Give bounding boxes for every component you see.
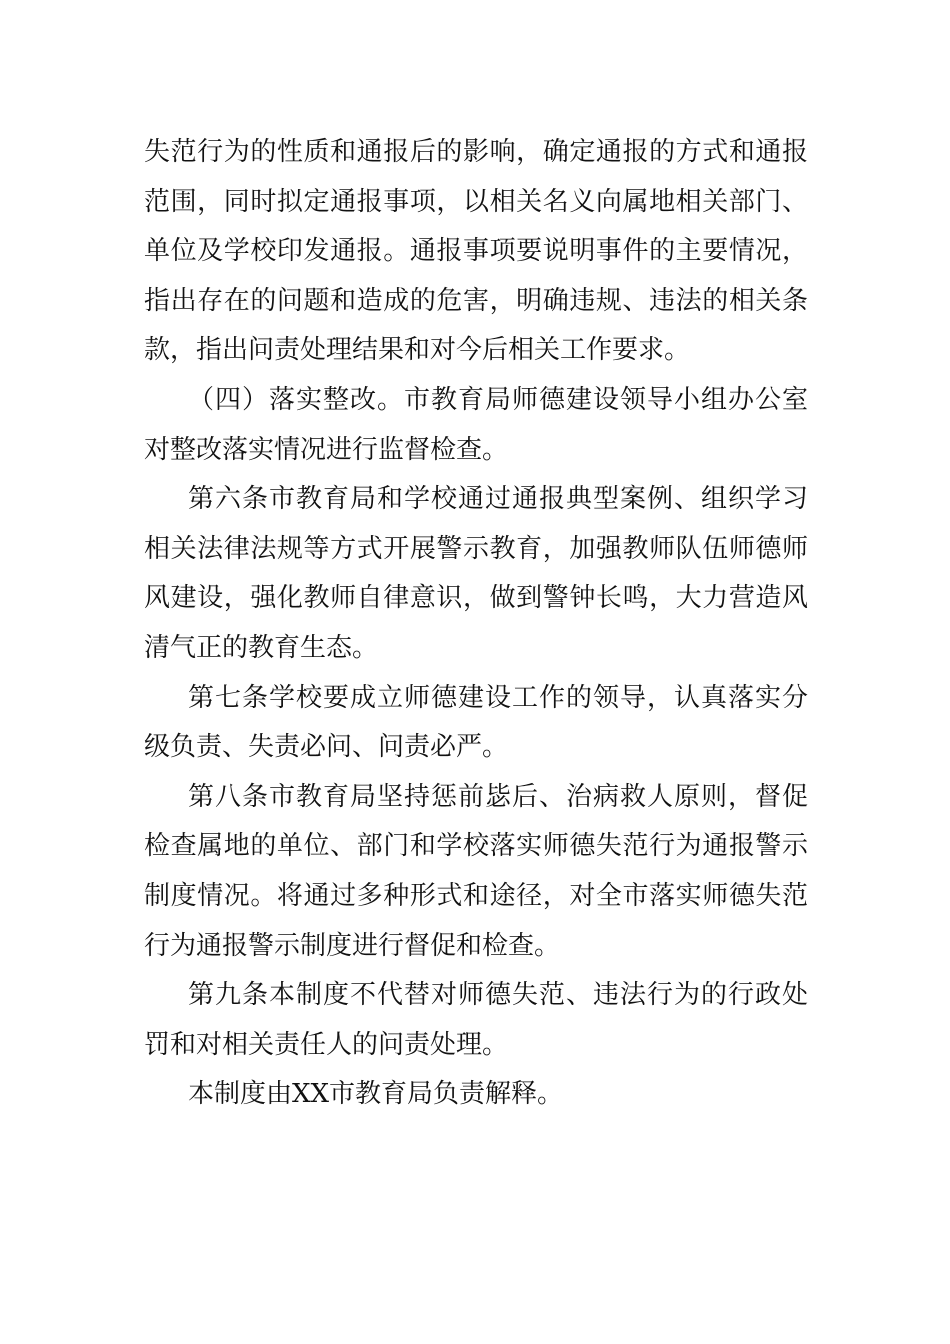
paragraph-article-6: 第六条市教育局和学校通过通报典型案例、组织学习相关法律法规等方式开展警示教育，加强教师队伍师德师风建设，强化教师自律意识，做到警钟长鸣，大力营造风清气正的教育生态。 [144, 484, 808, 663]
paragraph-rectification: （四）落实整改。市教育局师德建设领导小组办公室对整改落实情况进行监督检查。 [144, 384, 808, 465]
paragraph-interpretation: 本制度由XX市教育局负责解释。 [188, 1079, 564, 1110]
paragraph-article-8: 第八条市教育局坚持惩前毖后、治病救人原则，督促检查属地的单位、部门和学校落实师德失范行为通报警示制度情况。将通过多种形式和途径，对全市落实师德失范行为通报警示制度进行督促和检查。 [144, 781, 808, 961]
paragraph-article-9: 第九条本制度不代替对师德失范、违法行为的行政处罚和对相关责任人的问责处理。 [144, 980, 808, 1060]
paragraph-continuation: 失范行为的性质和通报后的影响，确定通报的方式和通报范围，同时拟定通报事项，以相关名义向属地相关部门、单位及学校印发通报。通报事项要说明事件的主要情况，指出存在的问题和造成的危害，明确违规、违法的相关条款，指出问责处理结果和对今后相关工作要求。 [144, 137, 808, 366]
paragraph-article-7: 第七条学校要成立师德建设工作的领导，认真落实分级负责、失责必问、问责必严。 [144, 682, 808, 763]
document-body [144, 128, 808, 1120]
